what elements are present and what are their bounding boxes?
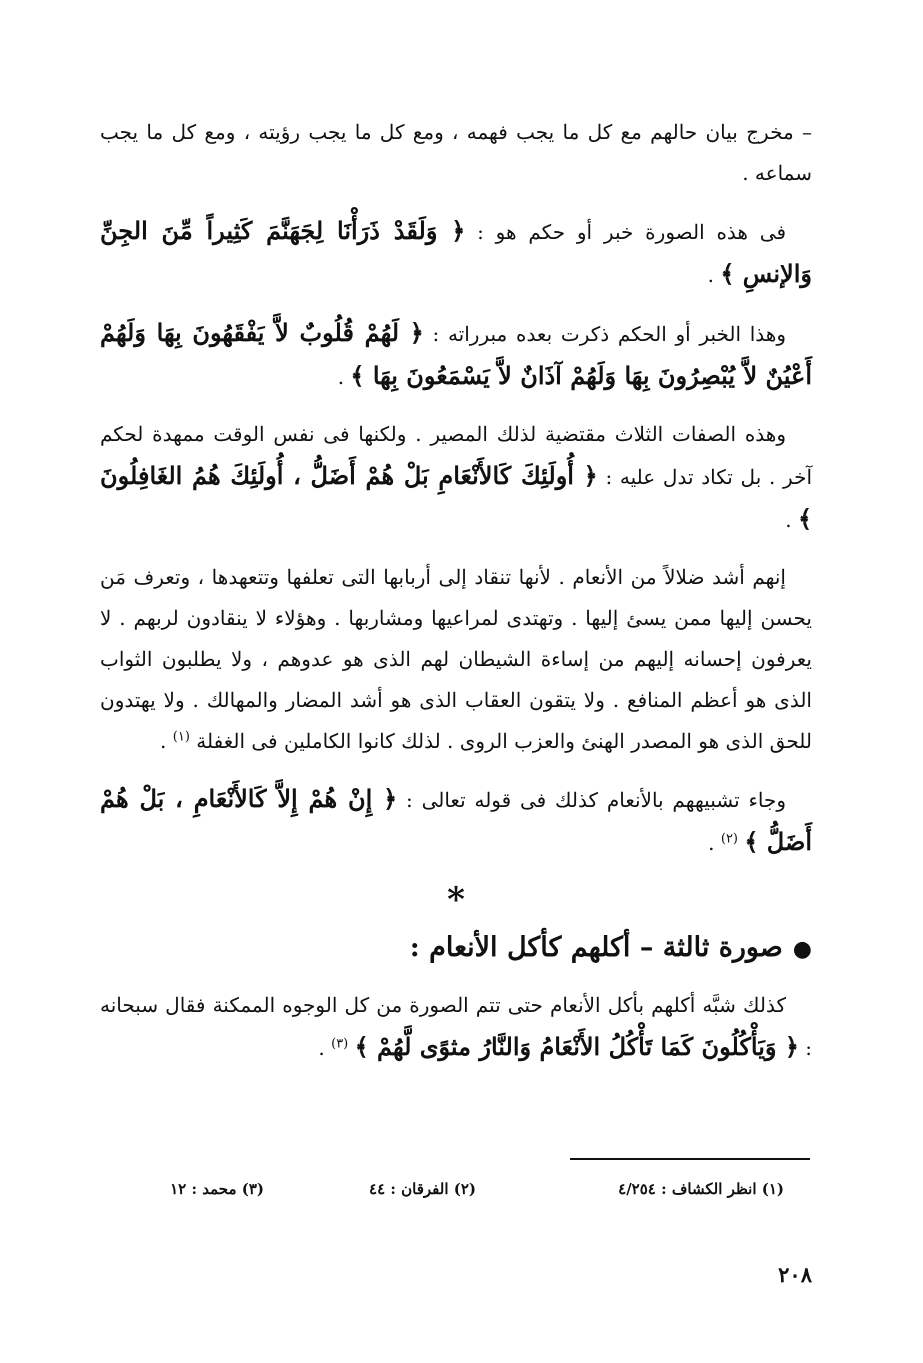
paragraph-1: [100, 112, 812, 194]
quran-verse-2: ﴿ لَهُمْ قُلُوبٌ لاَّ يَفْقَهُونَ بِهَا وَلَهُمْ أَعْيُنٌ لاَّ يُبْصِرُونَ بِهَا وَلَهُمْ آذَانٌ لاَّ يَسْمَعُونَ بِهَا ﴾: [100, 318, 812, 390]
paragraph-6: [100, 778, 812, 864]
paragraph-6-text: وجاء تشبيههم بالأنعام كذلك فى قوله تعالى :: [406, 788, 786, 812]
footnote-1: (١) انظر الكشاف : ٤/٢٥٤: [618, 1180, 784, 1198]
paragraph-3-end: .: [337, 365, 345, 389]
footnote-divider: [570, 1158, 810, 1160]
paragraph-7: [100, 985, 812, 1069]
paragraph-2-end: .: [707, 263, 714, 287]
quran-verse-3: ﴿ أُولَئِكَ كَالأَنْعَامِ بَلْ هُمْ أَضَلُّ ، أُولَئِكَ هُمُ الغَافِلُونَ ﴾: [100, 461, 812, 533]
quran-verse-1: ﴿ وَلَقَدْ ذَرَأْنَا لِجَهَنَّمَ كَثِيراً مِّنَ الجِنِّ وَالإنسِ ﴾: [100, 216, 812, 288]
footnote-ref-1: (١): [172, 729, 190, 745]
footnote-3: (٣) محمد : ١٢: [170, 1180, 264, 1198]
section-heading-text: صورة ثالثة – أكلهم كأكل الأنعام :: [409, 932, 783, 963]
page-number: ٢٠٨: [778, 1262, 812, 1287]
footnote-ref-3: (٣): [331, 1036, 349, 1052]
paragraph-1-text: – مخرج بيان حالهم مع كل ما يجب فهمه ، ومع كل ما يجب رؤيته ، ومع كل ما يجب سماعه .: [100, 120, 812, 185]
footnote-ref-2: (٢): [720, 831, 738, 847]
paragraph-7-end: .: [318, 1036, 325, 1060]
paragraph-2-text: فى هذه الصورة خبر أو حكم هو :: [477, 220, 787, 244]
section-heading: [100, 926, 812, 971]
footnotes: [100, 1180, 812, 1210]
paragraph-5-text: إنهم أشد ضلالاً من الأنعام . لأنها تنقاد إلى أربابها التى تعلفها وتتعهدها ، وتعرف مَن يحسن إليها ممن يسئ إليها . وتهتدى لمراعيها ومشاربها . وهؤلاء لا ينقادون لربهم . لا يعرفون إحسانه إليهم من إساءة الشيطان لهم الذى هو عدوهم ، ولا يطلبون الثواب الذى هو أعظم المنافع . ولا يتقون العقاب الذى هو أشد المضار والمهالك . ولا يهتدون للحق الذى هو المصدر الهنئ والعزب الروى . لذلك كانوا الكاملين فى الغفلة: [100, 565, 812, 753]
paragraph-3: [100, 312, 812, 398]
quran-verse-4: ﴿ إِنْ هُمْ إِلاَّ كَالأَنْعَامِ ، بَلْ هُمْ أَضَلُّ ﴾: [100, 784, 812, 856]
paragraph-5: [100, 557, 812, 762]
footnote-2: (٢) الفرقان : ٤٤: [369, 1180, 476, 1198]
paragraph-5-end: .: [160, 729, 167, 753]
bullet-icon: ●: [792, 936, 812, 962]
paragraph-3-text: وهذا الخبر أو الحكم ذكرت بعده مبرراته :: [432, 322, 787, 346]
paragraph-4-text: وهذه الصفات الثلاث مقتضية لذلك المصير . ولكنها فى نفس الوقت ممهدة لحكم آخر . بل تكاد تدل عليه :: [100, 422, 812, 489]
paragraph-2: [100, 210, 812, 296]
section-separator-star: *: [447, 880, 465, 920]
page-body: [100, 112, 812, 1085]
paragraph-7-text: كذلك شبَّه أكلهم بأكل الأنعام حتى تتم الصورة من كل الوجوه الممكنة فقال سبحانه :: [100, 993, 812, 1060]
quran-verse-5: ﴿ وَيَأْكُلُونَ كَمَا تَأْكُلُ الأَنْعَامُ وَالنَّارُ مثوًى لَّهُمْ ﴾: [354, 1032, 799, 1061]
paragraph-6-end: .: [708, 831, 715, 855]
paragraph-4-end: .: [785, 508, 792, 532]
paragraph-4: [100, 414, 812, 541]
